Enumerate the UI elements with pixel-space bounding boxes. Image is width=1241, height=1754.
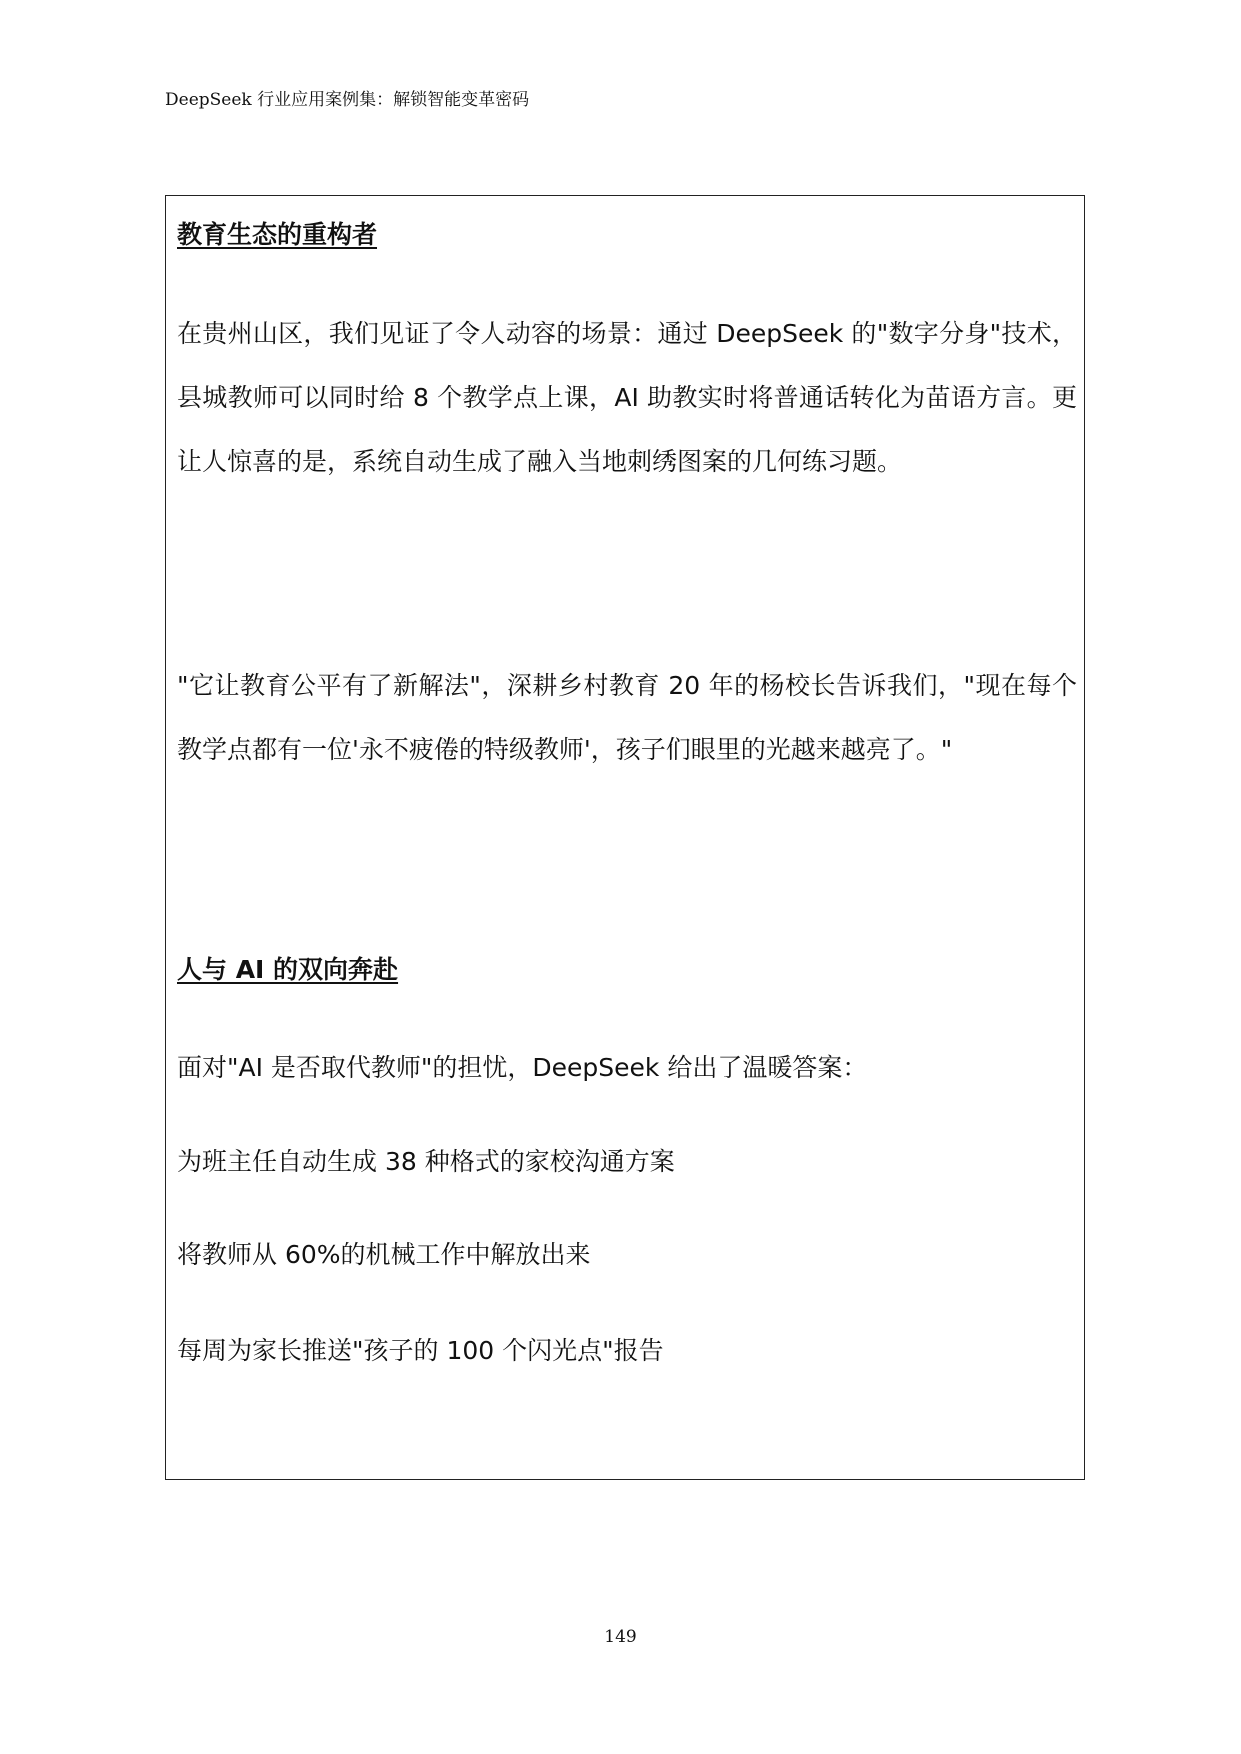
running-header: DeepSeek 行业应用案例集：解锁智能变革密码: [165, 90, 530, 110]
list-item: 每周为家长推送"孩子的 100 个闪光点"报告: [177, 1336, 664, 1365]
list-item: 将教师从 60%的机械工作中解放出来: [177, 1240, 591, 1269]
section-heading-human-ai: 人与 AI 的双向奔赴: [177, 955, 399, 984]
intro-line: 面对"AI 是否取代教师"的担忧，DeepSeek 给出了温暖答案：: [177, 1053, 868, 1082]
list-item: 为班主任自动生成 38 种格式的家校沟通方案: [177, 1147, 675, 1176]
section-heading-education: 教育生态的重构者: [177, 220, 378, 249]
page-number: 149: [604, 1627, 637, 1647]
paragraph-principal-quote: "它让教育公平有了新解法"，深耕乡村教育 20 年的杨校长告诉我们，"现在每个教学点都有一位'永不疲倦的特级教师'，孩子们眼里的光越来越亮了。": [177, 671, 1077, 764]
paragraph-guizhou-scene: 在贵州山区，我们见证了令人动容的场景：通过 DeepSeek 的"数字分身"技术，县城教师可以同时给 8 个教学点上课，AI 助教实时将普通话转化为苗语方言。更让人惊喜的是，系统自动生成了融入当地刺绣图案的几何练习题。: [177, 319, 1077, 476]
